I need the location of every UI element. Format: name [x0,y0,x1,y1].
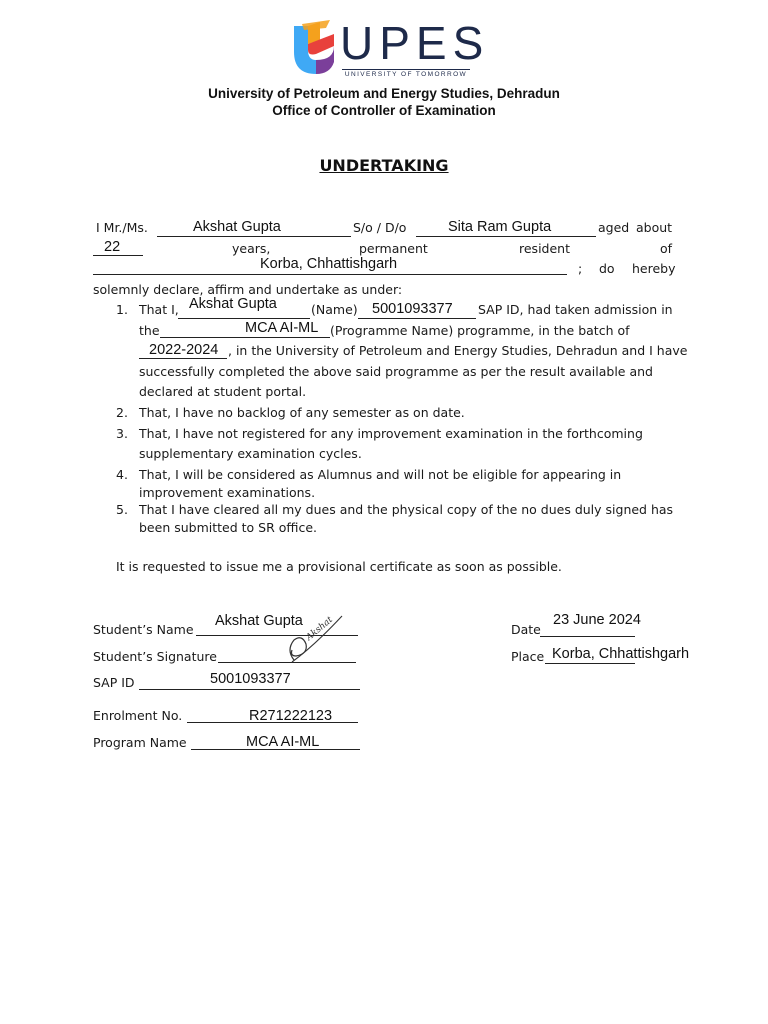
item-1-name-field[interactable]: Akshat Gupta [189,296,277,312]
item-4-line2: improvement examinations. [139,485,316,500]
program-name-field[interactable]: MCA AI-ML [246,734,320,750]
item-1-line5: declared at student portal. [139,384,307,399]
upes-logo [290,17,490,80]
item-1-name-underline [178,318,310,319]
university-name: University of Petroleum and Energy Studies, Dehradun [208,86,560,101]
item-1-name-label: (Name) [311,302,358,317]
parent-name-field[interactable]: Sita Ram Gupta [448,219,552,235]
item-1-number: 1. [116,302,128,317]
sap-id-label: SAP ID [93,675,135,690]
upes-emblem-icon [290,20,338,78]
do-label: do [599,261,615,276]
item-3-line2: supplementary examination cycles. [139,446,362,461]
years-label: years, [232,241,271,256]
footer-sap-id-field[interactable]: 5001093377 [210,671,291,687]
signature-label: Student’s Signature [93,649,217,664]
age-underline [93,255,143,256]
semicolon: ; [578,261,583,276]
logo-tagline: UNIVERSITY OF TOMORROW [342,69,470,78]
place-field[interactable]: Korba, Chhattishgarh [552,646,690,662]
footer-student-name-field[interactable]: Akshat Gupta [215,613,303,629]
hereby-label: hereby [632,261,676,276]
item-5-line2: been submitted to SR office. [139,520,318,535]
item-1-sap-field[interactable]: 5001093377 [372,301,453,317]
item-1-line3: , in the University of Petroleum and Energy Studies, Dehradun and I have [228,343,688,358]
so-do-label: S/o / D/o [353,220,407,235]
upes-wordmark: UPES [340,17,490,69]
date-underline [540,636,635,637]
program-name-label: Program Name [93,735,187,750]
resident-label: resident [519,241,570,256]
item-2-text: That, I have no backlog of any semester as on date. [139,405,465,420]
date-field[interactable]: 23 June 2024 [553,612,641,628]
sap-id-underline [139,689,360,690]
declaration-line: solemnly declare, affirm and undertake as under: [93,282,403,297]
item-2-number: 2. [116,405,128,420]
request-text: It is requested to issue me a provisional certificate as soon as possible. [116,559,562,574]
item-1-programme-underline [160,337,330,338]
item-4-number: 4. [116,467,128,482]
item-5-line1: That I have cleared all my dues and the physical copy of the no dues duly signed has [139,502,674,517]
address-field[interactable]: Korba, Chhattishgarh [260,256,398,272]
enrolment-field[interactable]: R271222123 [249,708,333,724]
about-label: about [636,220,673,235]
item-5-number: 5. [116,502,128,517]
item-3-line1: That, I have not registered for any improvement examination in the forthcoming [139,426,643,441]
permanent-label: permanent [359,241,428,256]
name-underline [157,236,351,237]
place-label: Place [511,649,545,664]
page-title: UNDERTAKING [319,156,449,175]
date-label: Date [511,622,541,637]
item-1-sap-underline [358,318,476,319]
enrolment-label: Enrolment No. [93,708,183,723]
office-name: Office of Controller of Examination [272,103,496,118]
item-1-programme-field[interactable]: MCA AI-ML [245,320,319,336]
item-4-line1: That, I will be considered as Alumnus and will not be eligible for appearing in [139,467,622,482]
item-1-batch-field[interactable]: 2022-2024 [149,342,219,358]
place-underline [545,663,635,664]
student-name-label: Student’s Name [93,622,194,637]
parent-underline [416,236,596,237]
of-label: of [660,241,673,256]
item-1-line4: successfully completed the above said programme as per the result available and [139,364,653,379]
intro-prefix: I Mr./Ms. [96,220,148,235]
item-1-that-i: That I, [139,302,179,317]
item-3-number: 3. [116,426,128,441]
item-1-programme-label: (Programme Name) programme, in the batch of [330,323,630,338]
item-1-the: the [139,323,160,338]
item-1-sap-label: SAP ID, had taken admission in [478,302,673,317]
aged-label: aged [598,220,630,235]
address-underline [93,274,567,275]
age-field[interactable]: 22 [104,239,121,255]
student-name-field[interactable]: Akshat Gupta [193,219,281,235]
signature-image: Akshat [284,610,348,668]
item-1-batch-underline [139,358,227,359]
